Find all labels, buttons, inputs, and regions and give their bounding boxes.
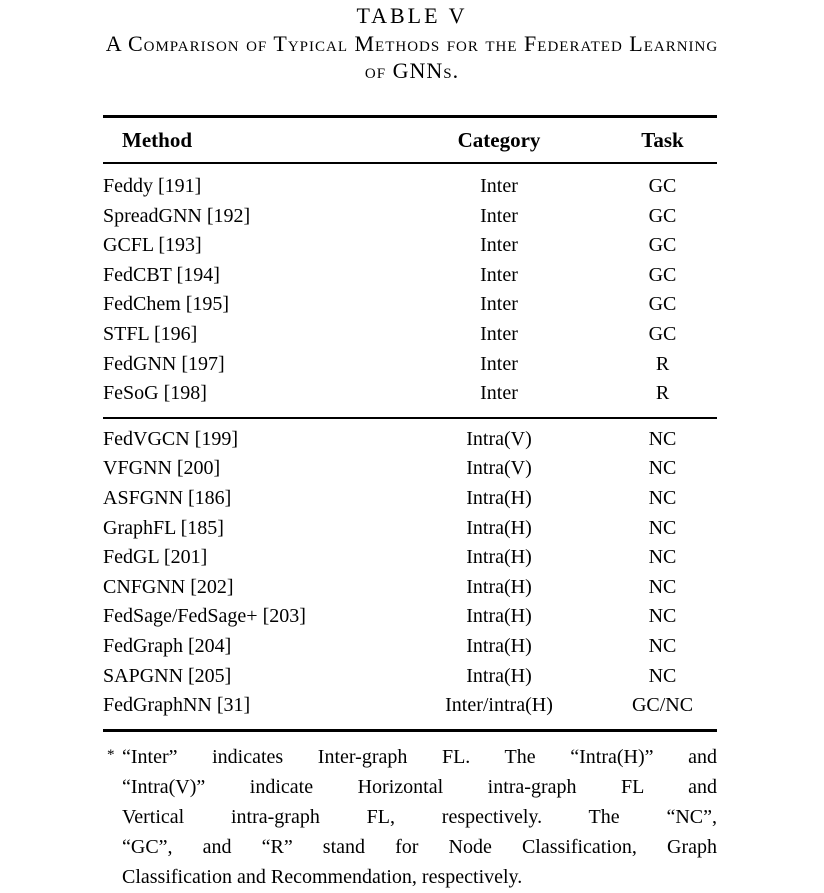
task-cell: NC [648, 664, 677, 687]
footnote-line: Vertical intra-graph FL, respectively. The “NC”, [122, 806, 717, 828]
footnote-marker: * [107, 747, 115, 763]
column-header-category: Category [390, 117, 608, 164]
category-cell: Intra(H) [466, 486, 532, 509]
method-cell: SAPGNN [205] [103, 664, 232, 687]
task-cell: R [655, 382, 670, 405]
category-cell: Inter [480, 263, 518, 286]
method-cell: Feddy [191] [103, 175, 202, 197]
task-cell: GC [648, 293, 677, 316]
task-cell: NC [648, 516, 677, 539]
table-row [103, 662, 717, 692]
category-cell: Intra(H) [466, 575, 532, 598]
category-cell: Inter [480, 234, 518, 257]
category-cell: Intra(H) [466, 664, 532, 687]
category-cell: Inter [480, 382, 518, 405]
task-cell: NC [648, 634, 677, 657]
method-cell: ASFGNN [186] [103, 486, 232, 509]
table-row [103, 163, 717, 202]
category-cell: Intra(V) [466, 427, 532, 450]
method-cell: FedGraph [204] [103, 634, 232, 657]
table-row [103, 691, 717, 730]
table-number: TABLE V [356, 3, 468, 28]
category-cell: Inter [480, 175, 518, 197]
method-cell: FedGL [201] [103, 546, 208, 569]
column-header-method: Method [103, 117, 390, 164]
table-header-row [103, 117, 717, 164]
task-cell: R [655, 352, 670, 375]
table-caption [0, 2, 824, 84]
category-cell: Inter [480, 204, 518, 227]
method-cell: FedGraphNN [31] [103, 694, 251, 717]
table-row [103, 484, 717, 514]
methods-comparison-table [103, 115, 717, 732]
category-cell: Intra(H) [466, 546, 532, 569]
table-row [103, 632, 717, 662]
method-cell: FedSage/FedSage+ [203] [103, 605, 306, 628]
task-cell: GC [648, 175, 677, 197]
task-cell: GC [648, 263, 677, 286]
method-cell: GraphFL [185] [103, 516, 224, 539]
task-cell: GC [648, 204, 677, 227]
table-row [103, 350, 717, 380]
task-cell: NC [648, 575, 677, 598]
method-cell: VFGNN [200] [103, 457, 221, 480]
task-cell: NC [648, 605, 677, 628]
table-caption-line: of GNNs. [364, 58, 460, 83]
table-row [103, 543, 717, 573]
table-row [103, 231, 717, 261]
table-row [103, 573, 717, 603]
task-cell: NC [648, 427, 677, 450]
task-cell: NC [648, 457, 677, 480]
table-section-inter [103, 163, 717, 418]
method-cell: FedVGCN [199] [103, 427, 238, 450]
category-cell: Intra(H) [466, 605, 532, 628]
method-cell: SpreadGNN [192] [103, 204, 251, 227]
table-row [103, 379, 717, 418]
table-row [103, 290, 717, 320]
table-row [103, 418, 717, 455]
table-row [103, 454, 717, 484]
column-header-task: Task [608, 117, 717, 164]
table-row [103, 261, 717, 291]
footnote-line: “Inter” indicates Inter-graph FL. The “Intra(H)” and [122, 746, 717, 768]
method-cell: FeSoG [198] [103, 382, 207, 405]
table-caption-line: A Comparison of Typical Methods for the Federated Learning [105, 31, 719, 56]
category-cell: Inter/intra(H) [445, 694, 553, 717]
footnote-line: Classification and Recommendation, respectively. [122, 866, 523, 888]
footnote-line: “GC”, and “R” stand for Node Classification, Graph [122, 836, 717, 858]
category-cell: Intra(H) [466, 516, 532, 539]
task-cell: GC [648, 322, 677, 345]
table-row [103, 202, 717, 232]
task-cell: NC [648, 486, 677, 509]
method-cell: FedChem [195] [103, 293, 230, 316]
category-cell: Inter [480, 293, 518, 316]
table-footnote [103, 742, 717, 892]
table-row [103, 602, 717, 632]
category-cell: Inter [480, 322, 518, 345]
task-cell: GC [648, 234, 677, 257]
task-cell: NC [648, 546, 677, 569]
table-row [103, 514, 717, 544]
method-cell: GCFL [193] [103, 234, 202, 257]
task-cell: GC/NC [631, 694, 694, 717]
method-cell: CNFGNN [202] [103, 575, 234, 598]
footnote-line: “Intra(V)” indicate Horizontal intra-graph FL and [122, 776, 717, 798]
method-cell: STFL [196] [103, 322, 198, 345]
method-cell: FedCBT [194] [103, 263, 220, 286]
table-section-intra [103, 418, 717, 730]
table-row [103, 320, 717, 350]
category-cell: Intra(V) [466, 457, 532, 480]
category-cell: Inter [480, 352, 518, 375]
category-cell: Intra(H) [466, 634, 532, 657]
method-cell: FedGNN [197] [103, 352, 225, 375]
